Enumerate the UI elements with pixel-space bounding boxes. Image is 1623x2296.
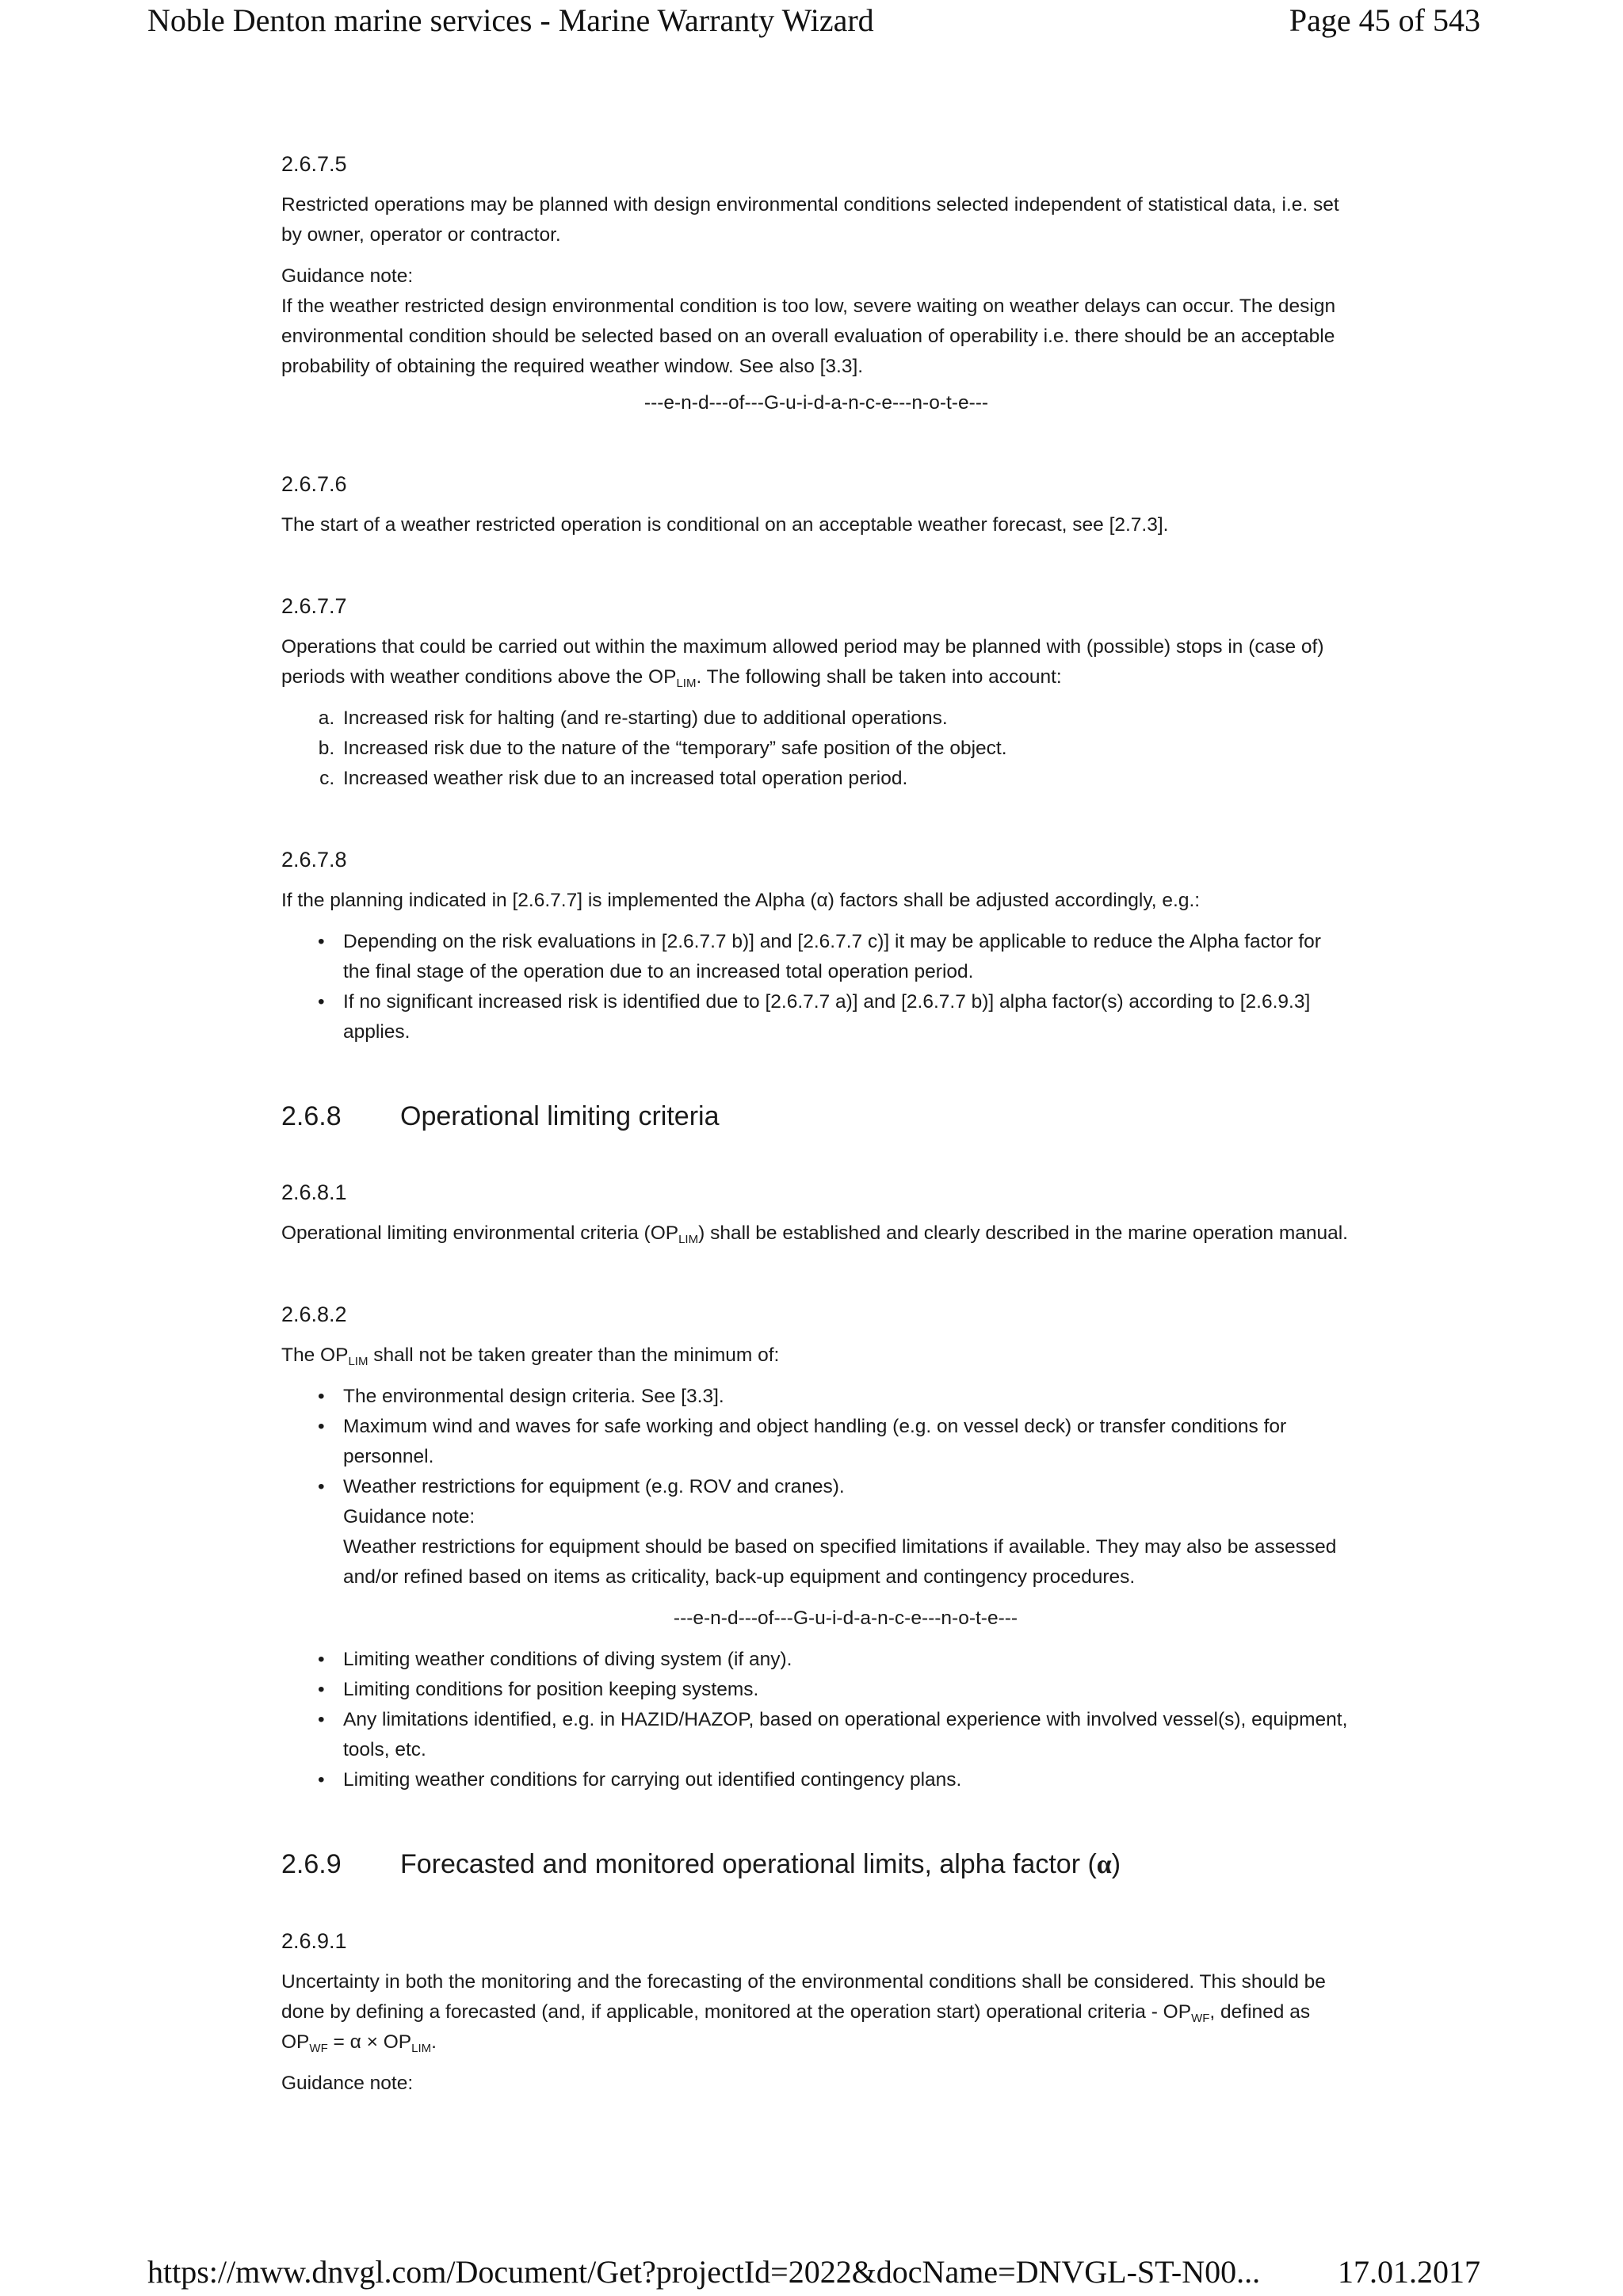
guidance-note-end: ---e-n-d---of---G-u-i-d-a-n-c-e---n-o-t-e--- [643,392,989,414]
bullet-list [281,1382,1351,1592]
heading-number: 2.6.8 [281,1101,342,1131]
document-body [281,149,1351,2110]
guidance-note-label: Guidance note: [281,265,414,287]
bullet-list [281,1645,1351,1795]
section-number: 2.6.7.6 [281,472,347,496]
list-item: • The environmental design criteria. See [3.3]. [340,1382,1351,1412]
paragraph: Operational limiting environmental criteria $(OP_{LIM})$ shall be established and clearly described in the marine operation manual. [281,1222,1348,1246]
list-item: • Limiting weather conditions for carrying out identified contingency plans. [340,1765,1351,1795]
list-item: • Any limitations identified, e.g. in HAZID/HAZOP, based on operational experience with involved vessel(s), equipment, tools, etc. [340,1705,1351,1765]
list-item: a. Increased risk for halting (and re-starting) due to additional operations. [340,704,1351,734]
section-2-6-9-1 [281,1926,1351,2099]
lettered-list [281,704,1351,794]
section-2-6-7-7 [281,591,1351,794]
guidance-note-end: ---e-n-d---of---G-u-i-d-a-n-c-e---n-o-t-e--- [673,1608,1018,1629]
document-title: Noble Denton marine services - Marine Warranty Wizard [147,2,874,38]
section-2-6-8-2 [281,1299,1351,1795]
section-number: 2.6.8.2 [281,1302,347,1326]
list-item: • Depending on the risk evaluations in [2.6.7.7 b)] and [2.6.7.7 c)] it may be applicable to reduce the Alpha factor for the final stage of the operation due to an increased total operation period. [340,927,1351,987]
guidance-note-text: Weather restrictions for equipment should be based on specified limitations if available. They may also be assessed and/or refined based on items as criticality, back-up equipment and contingency procedures. [343,1536,1337,1588]
guidance-note-label: Guidance note: [343,1506,475,1527]
bullet-list [281,927,1351,1047]
paragraph: Operations that could be carried out within the maximum allowed period may be planned with (possible) stops in (case of) periods with weather conditions above the $OP_{LIM}$. The following shall be taken into account: [281,636,1324,690]
section-2-6-7-8 [281,845,1351,1047]
section-number: 2.6.7.7 [281,594,347,618]
heading-number: 2.6.9 [281,1849,342,1879]
page-footer [0,2248,1623,2296]
paragraph: If the planning indicated in [2.6.7.7] is implemented the Alpha (α) factors shall be adjusted accordingly, e.g.: [281,890,1201,911]
page-number: Page 45 of 543 [1289,2,1480,38]
paragraph: The $OP_{LIM}$ shall not be taken greater than the minimum of: [281,1344,780,1368]
list-item: • If no significant increased risk is identified due to [2.6.7.7 a)] and [2.6.7.7 b)] alpha factor(s) according to [2.6.9.3] applies. [340,987,1351,1047]
section-number: 2.6.7.8 [281,848,347,871]
paragraph: Uncertainty in both the monitoring and the forecasting of the environmental conditions shall be considered. This should be done by defining a forecasted (and, if applicable, monitored at the operation start) operational criteria - $OP_{WF}$, defined as $OP_{WF} = \alpha \times OP_{LIM}$. [281,1971,1326,2055]
list-item: • Limiting conditions for position keeping systems. [340,1675,1351,1705]
guidance-note-text: If the weather restricted design environmental condition is too low, severe waiting on weather delays can occur. The design environmental condition should be selected based on an overall evaluation of operability i.e. there should be an acceptable probability of obtaining the required weather window. See also [3.3]. [281,296,1336,377]
section-number: 2.6.9.1 [281,1929,347,1953]
paragraph: The start of a weather restricted operation is conditional on an acceptable weather forecast, see [2.7.3]. [281,514,1169,536]
heading-title: Operational limiting criteria [400,1101,720,1131]
heading-2-6-8 [281,1098,1351,1135]
section-number: 2.6.7.5 [281,152,347,176]
list-item: • Limiting weather conditions of diving system (if any). [340,1645,1351,1675]
paragraph: Restricted operations may be planned with design environmental conditions selected independent of statistical data, i.e. set by owner, operator or contractor. [281,194,1339,246]
list-item: • Maximum wind and waves for safe working and object handling (e.g. on vessel deck) or transfer conditions for personnel. [340,1412,1351,1472]
heading-2-6-9 [281,1846,1351,1883]
heading-title: Forecasted and monitored operational limits, alpha factor (α) [400,1849,1121,1879]
section-2-6-7-6 [281,469,1351,540]
section-2-6-8-1 [281,1177,1351,1249]
list-item: • Weather restrictions for equipment (e.g. ROV and cranes). Guidance note: Weather restrictions for equipment should be based on specified limitations if available. They may also be assessed and/or refined based on items as criticality, back-up equipment and contingency procedures. [340,1472,1351,1592]
list-item: b. Increased risk due to the nature of the “temporary” safe position of the object. [340,734,1351,764]
print-date: 17.01.2017 [1338,2254,1480,2290]
page-header [0,0,1623,41]
guidance-note-label: Guidance note: [281,2073,414,2094]
list-item: c. Increased weather risk due to an increased total operation period. [340,764,1351,794]
section-2-6-7-5 [281,149,1351,418]
document-url[interactable]: https://mww.dnvgl.com/Document/Get?projectId=2022&docName=DNVGL-ST-N00... [147,2254,1261,2290]
section-number: 2.6.8.1 [281,1180,347,1204]
